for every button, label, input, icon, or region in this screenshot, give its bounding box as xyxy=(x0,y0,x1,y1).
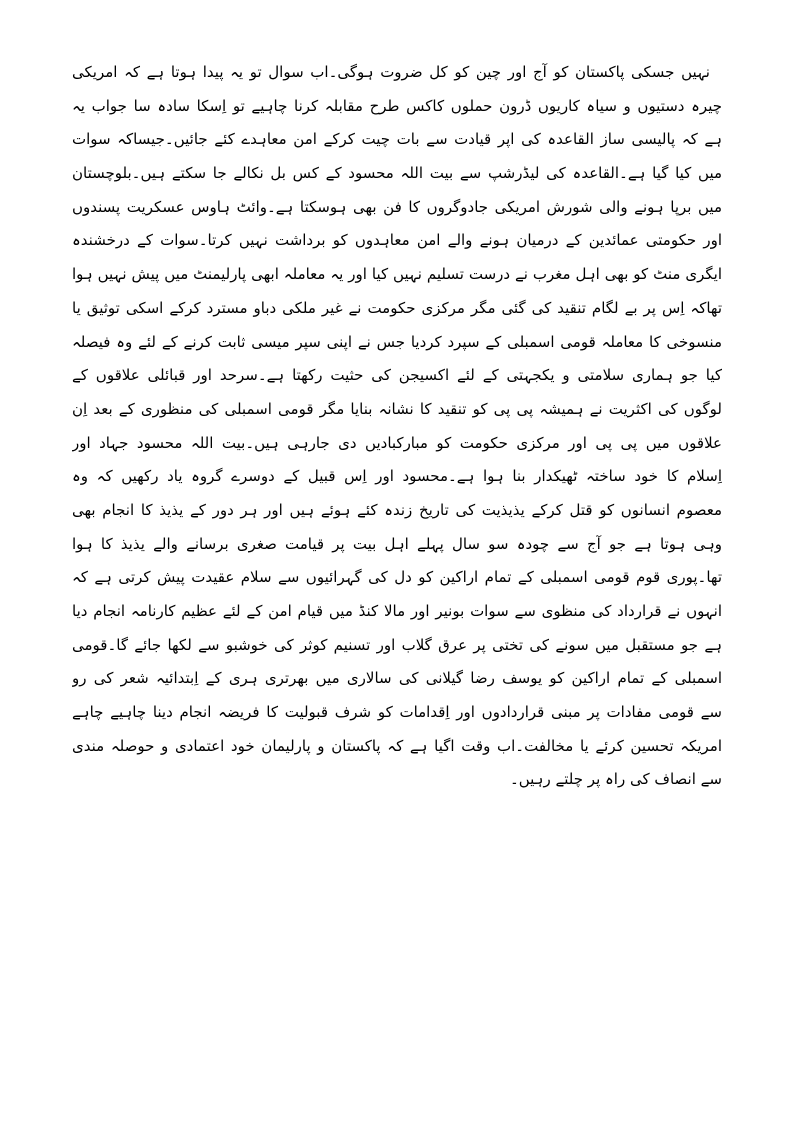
text-line: وہی ہوتا ہے جو آج سے چودہ سو سال پہلے اہل بیت پر قیامت صغری برسانے والے یذیذ کا ہوا xyxy=(72,534,722,553)
text-line: اسمبلی کے تمام اراکین کو یوسف رضا گیلانی کی سالاری میں بھرتری ہری کے اِبتدائیہ شعر کی رو xyxy=(72,669,722,688)
text-line: تھاکہ اِس پر بے لگام تنقید کی گئی مگر مرکزی حکومت نے غیر ملکی دباو مسترد کرکے اسکی توثیق یا xyxy=(72,298,722,317)
text-line: میں کیا گیا ہے۔القاعدہ کی لیڈرشپ سے بیت اللہ محسود کے کس بل نکالے جا سکتے ہیں۔بلوچستان xyxy=(72,164,722,183)
text-line: معصوم انسانوں کو قتل کرکے یذیذیت کی تاریخ زندہ کئے ہوئے ہیں اور ہر دور کے یذیذ کا انجام بھی xyxy=(72,500,722,519)
text-line: لوگوں کی اکثریت نے ہمیشہ پی پی کو تنقید کا نشانہ بنایا مگر قومی اسمبلی کی منظوری کے بعد اِن xyxy=(72,399,722,418)
text-line: ہے کہ پالیسی ساز القاعدہ کی اپر قیادت سے بات چیت کرکے امن معاہدے کئے جائیں۔جیساکہ سوات xyxy=(72,130,722,149)
text-line: نہیں جسکی پاکستان کو آج اور چین کو کل ضروت ہوگی۔اب سوال تو یہ پیدا ہوتا ہے کہ امریکی xyxy=(72,63,710,81)
text-line: میں برپا ہونے والی شورش امریکی جادوگروں کا فن بھی ہوسکتا ہے۔وائٹ ہاوس عسکریت پسندوں xyxy=(72,197,722,216)
text-line: اور حکومتی عمائدین کے درمیان ہونے والے امن معاہدوں کو برداشت نہیں کرتا۔سوات کے درخشندہ xyxy=(72,231,722,250)
text-line: سے قومی مفادات پر مبنی قراردادوں اور اِقدامات کو شرف قبولیت کا فریضہ انجام دینا چاہیے چاہے xyxy=(72,703,722,722)
text-line: ہے جو مستقبل میں سونے کی تختی پر عرق گلاب اور تسنیم کوثر کی خوشبو سے لکھا جائے گا۔قومی xyxy=(72,635,722,654)
text-line: انہوں نے قرارداد کی منظوی سے سوات بونیر اور مالا کنڈ میں قیام امن کے لئے عظیم کارنامہ انجام دیا xyxy=(72,602,722,620)
urdu-text-body xyxy=(72,56,722,797)
text-line: ایگری منٹ کو بھی اہل مغرب نے درست تسلیم نہیں کیا اور یہ معاملہ ابھی پارلیمنٹ میں پیش نہیں ہوا xyxy=(72,265,722,284)
text-line: تھا۔پوری قوم قومی اسمبلی کے تمام اراکین کو دل کی گہرائیوں سے سلام عقیدت پیش کرتی ہے کہ xyxy=(72,568,722,587)
text-line: سے انصاف کی راہ پر چلتے رہیں۔ xyxy=(509,770,722,789)
text-line: امریکہ تحسین کرئے یا مخالفت۔اب وقت اگیا ہے کہ پاکستان و پارلیمان خود اعتمادی و حوصلہ مندی xyxy=(72,736,722,755)
text-line: چیرہ دستیوں و سیاہ کاریوں ڈرون حملوں کاکس طرح مقابلہ کرنا چاہیے تو اِسکا سادہ سا جواب یہ xyxy=(72,96,722,115)
text-line: منسوخی کا معاملہ قومی اسمبلی کے سپرد کردیا جس نے اپنی سپر میسی ثابت کرنے کے لئے وہ فیصلہ xyxy=(72,332,722,351)
text-line: علاقوں میں پی پی اور مرکزی حکومت کو مبارکبادیں دی جارہی ہیں۔بیت اللہ محسود جہاد اور xyxy=(72,433,722,452)
text-line: کیا جو ہماری سلامتی و یکجہتی کے لئے اکسیجن کی حثیت رکھتا ہے۔سرحد اور قبائلی علاقوں کے xyxy=(72,366,722,385)
text-line: اِسلام کا خود ساختہ ٹھیکدار بنا ہوا ہے۔محسود اور اِس قبیل کے دوسرے گروہ یاد رکھیں کہ وہ xyxy=(72,467,722,486)
